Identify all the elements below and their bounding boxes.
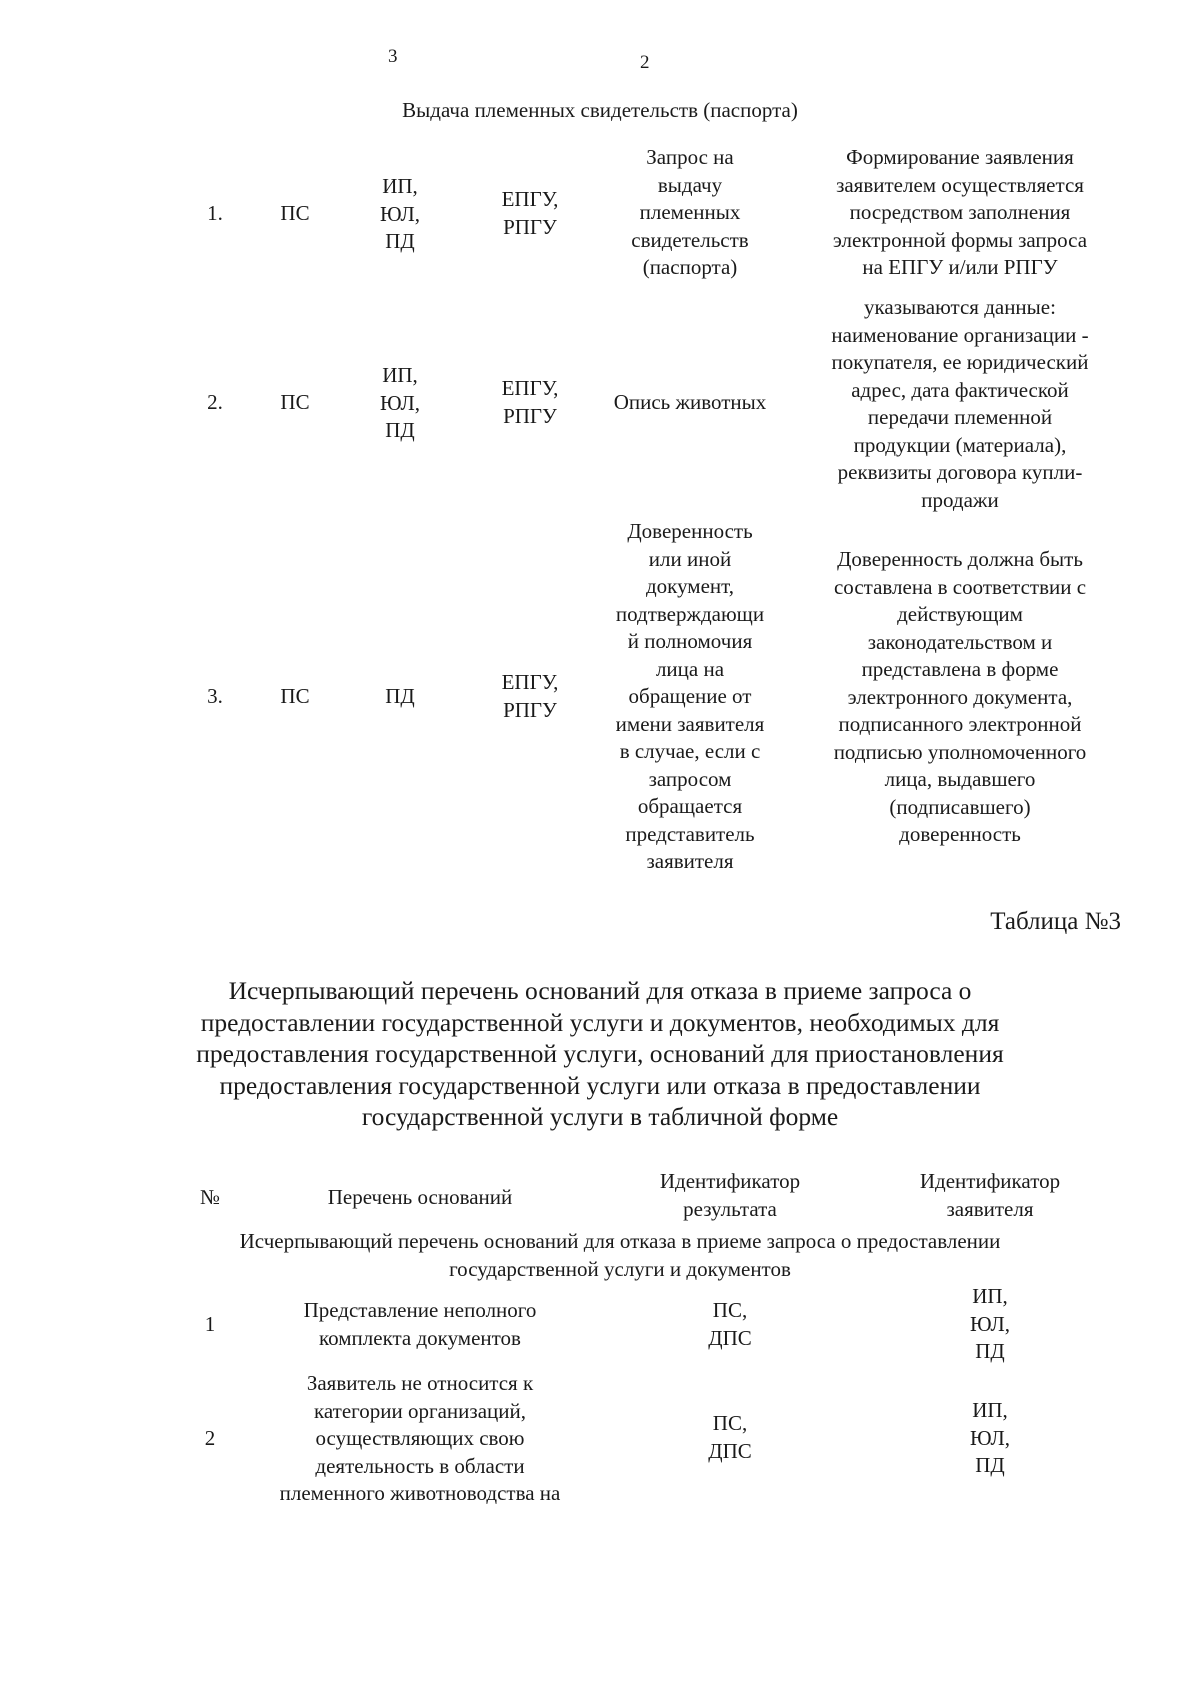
row-number: 2. [207,390,223,414]
service-id: ПС [280,390,310,414]
column-header-result-id: Идентификатор результата [659,1169,801,1221]
row-number: 1 [204,1312,216,1336]
applicant-id: ИП, ЮЛ, ПД [969,1398,1011,1477]
row-number: 1. [207,201,223,225]
document-note: указываются данные: наименование организации - покупателя, ее юридический адрес, дата фактической передачи племенной продукции (материала), реквизиты договора купли- продажи [831,295,1089,512]
document-note: Формирование заявления заявителем осуществляется посредством заполнения электронной формы запроса на ЕПГУ и/или РПГУ [832,145,1088,279]
result-id: ПС, ДПС [708,1298,752,1350]
document-name: Опись животных [613,390,767,414]
reason-text: Заявитель не относится к категории организаций, осуществляющих свою деятельность в области племенного животноводства на [279,1371,561,1505]
applicant-id: ПД [385,684,415,708]
document-name: Доверенность или иной документ, подтверждающи й полномочия лица на обращение от имени заявителя в случае, если с запросом обращается представитель заявителя [615,519,765,873]
row-number: 2 [204,1426,216,1450]
result-id: ПС, ДПС [708,1411,752,1463]
document-note: Доверенность должна быть составлена в соответствии с действующим законодательством и представлена в форме электронного документа, подписанного электронной подписью уполномоченного лица, выдавшего (подписавшего) доверенность [833,547,1087,846]
channel: ЕПГУ, РПГУ [501,376,559,428]
page-number-left: 3 [388,46,398,67]
table-label: Таблица №3 [990,908,1121,935]
service-id: ПС [280,684,310,708]
reason-text: Представление неполного комплекта документов [303,1298,537,1350]
service-id: ПС [280,201,310,225]
column-header-applicant-id: Идентификатор заявителя [919,1169,1061,1221]
channel: ЕПГУ, РПГУ [501,187,559,239]
column-header-reasons: Перечень оснований [327,1185,513,1209]
page-number: 2 [640,52,650,73]
section-title: Выдача племенных свидетельств (паспорта) [402,98,798,122]
applicant-id: ИП, ЮЛ, ПД [379,174,421,253]
column-header-num: № [199,1185,221,1209]
row-number: 3. [207,684,223,708]
applicant-id: ИП, ЮЛ, ПД [969,1284,1011,1363]
applicant-id: ИП, ЮЛ, ПД [379,363,421,442]
document-name: Запрос на выдачу племенных свидетельств (паспорта) [631,145,749,279]
table-subheading: Исчерпывающий перечень оснований для отказа в приеме запроса о предоставлении государственной услуги и документов [239,1229,1001,1281]
channel: ЕПГУ, РПГУ [501,670,559,722]
page-title: Исчерпывающий перечень оснований для отказа в приеме запроса о предоставлении государственной услуги и документов, необходимых для предоставления государственной услуги, оснований для приостановления предоставления государственной услуги или отказа в предоставлении государственной услуги в табличной форме [196,976,1004,1131]
